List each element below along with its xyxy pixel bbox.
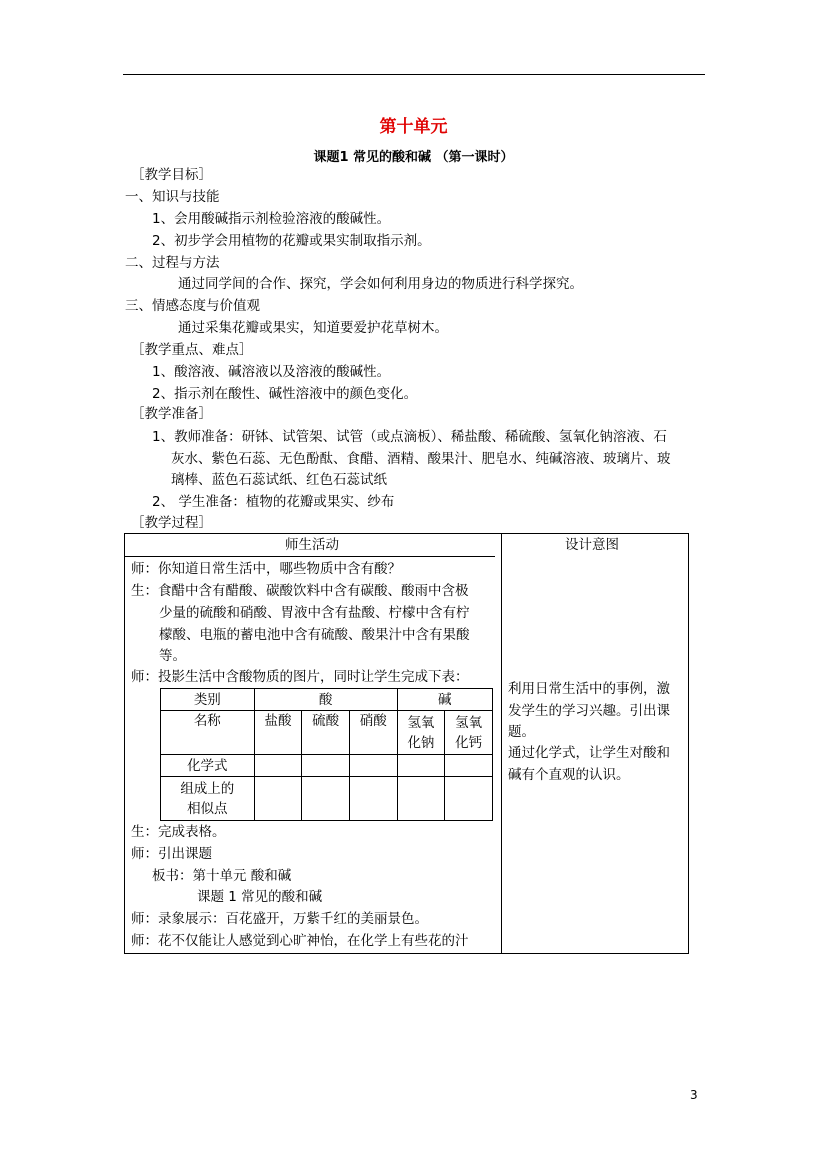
formula-cell bbox=[445, 755, 493, 777]
design-line: 题。 bbox=[508, 724, 535, 740]
section-heading: ［教学过程］ bbox=[131, 515, 212, 531]
section-heading: 三、情感态度与价值观 bbox=[125, 298, 260, 314]
header-divider bbox=[125, 556, 495, 557]
section-heading: 二、过程与方法 bbox=[125, 255, 220, 271]
body-line: 1、会用酸碱指示剂检验溶液的酸碱性。 bbox=[152, 211, 391, 227]
formula-cell bbox=[349, 755, 397, 777]
activity-line: 师：投影生活中含酸物质的图片，同时让学生完成下表： bbox=[131, 669, 469, 685]
body-line: 2、指示剂在酸性、碱性溶液中的颜色变化。 bbox=[152, 386, 418, 402]
body-line: 2、 学生准备：植物的花瓣或果实、纱布 bbox=[152, 494, 395, 510]
activity-line: 课题 1 常见的酸和碱 bbox=[197, 889, 323, 905]
activity-line: 少量的硫酸和硝酸、胃液中含有盐酸、柠檬中含有柠 bbox=[159, 605, 470, 621]
similarity-cell bbox=[445, 777, 493, 821]
section-heading: ［教学准备］ bbox=[131, 406, 212, 422]
body-line: 通过同学间的合作、探究，学会如何利用身边的物质进行科学探究。 bbox=[178, 276, 583, 292]
teaching-process-table bbox=[124, 533, 689, 954]
lesson-title: 课题1 常见的酸和碱 （第一课时） bbox=[313, 150, 514, 165]
activity-line: 生：食醋中含有醋酸、碳酸饮料中含有碳酸、酸雨中含极 bbox=[131, 583, 469, 599]
activity-line: 檬酸、电瓶的蓄电池中含有硫酸、酸果汁中含有果酸 bbox=[159, 627, 470, 643]
activity-line: 生：完成表格。 bbox=[131, 824, 226, 840]
body-line: 1、教师准备：研钵、试管架、试管（或点滴板）、稀盐酸、稀硫酸、氢氧化钠溶液、石 bbox=[152, 429, 667, 445]
column-header-activity: 师生活动 bbox=[285, 537, 339, 553]
formula-cell bbox=[302, 755, 350, 777]
section-heading: ［教学重点、难点］ bbox=[131, 342, 253, 358]
name-cell: 硝酸 bbox=[349, 711, 397, 755]
section-heading: ［教学目标］ bbox=[131, 167, 212, 183]
name-cell: 硫酸 bbox=[302, 711, 350, 755]
similarity-label: 组成上的 相似点 bbox=[161, 777, 255, 821]
unit-title: 第十单元 bbox=[379, 117, 448, 137]
column-header-design: 设计意图 bbox=[565, 537, 619, 553]
base-label: 碱 bbox=[397, 689, 492, 711]
name-label: 名称 bbox=[161, 711, 255, 755]
name-cell: 氢氧 化钙 bbox=[445, 711, 493, 755]
body-line: 2、初步学会用植物的花瓣或果实制取指示剂。 bbox=[152, 233, 431, 249]
activity-line: 师：花不仅能让人感觉到心旷神怡，在化学上有些花的汁 bbox=[131, 933, 469, 949]
formula-cell bbox=[254, 755, 302, 777]
design-line: 利用日常生活中的事例，激 bbox=[508, 681, 670, 697]
design-line: 通过化学式，让学生对酸和 bbox=[508, 745, 670, 761]
activity-line: 板书：第十单元 酸和碱 bbox=[152, 868, 292, 884]
design-line: 发学生的学习兴趣。引出课 bbox=[508, 703, 670, 719]
body-line: 灰水、紫色石蕊、无色酚酞、食醋、酒精、酸果汁、肥皂水、纯碱溶液、玻璃片、玻 bbox=[171, 451, 671, 467]
activity-line: 等。 bbox=[159, 648, 186, 664]
name-cell: 盐酸 bbox=[254, 711, 302, 755]
similarity-cell bbox=[397, 777, 445, 821]
formula-cell bbox=[397, 755, 445, 777]
acid-label: 酸 bbox=[254, 689, 397, 711]
name-cell: 氢氧 化钠 bbox=[397, 711, 445, 755]
formula-label: 化学式 bbox=[161, 755, 255, 777]
body-line: 通过采集花瓣或果实，知道要爱护花草树木。 bbox=[178, 320, 448, 336]
column-divider bbox=[501, 534, 502, 953]
category-label: 类别 bbox=[161, 689, 255, 711]
section-heading: 一、知识与技能 bbox=[125, 189, 220, 205]
header-rule bbox=[123, 74, 705, 75]
similarity-cell bbox=[349, 777, 397, 821]
design-line: 碱有个直观的认识。 bbox=[508, 767, 630, 783]
page-number: 3 bbox=[690, 1088, 698, 1102]
acid-base-table bbox=[160, 688, 493, 821]
similarity-cell bbox=[254, 777, 302, 821]
activity-line: 师：引出课题 bbox=[131, 846, 212, 862]
activity-line: 师：录象展示：百花盛开，万紫千红的美丽景色。 bbox=[131, 911, 428, 927]
body-line: 璃棒、蓝色石蕊试纸、红色石蕊试纸 bbox=[171, 472, 387, 488]
activity-line: 师：你知道日常生活中，哪些物质中含有酸？ bbox=[131, 561, 401, 577]
similarity-cell bbox=[302, 777, 350, 821]
body-line: 1、酸溶液、碱溶液以及溶液的酸碱性。 bbox=[152, 364, 391, 380]
